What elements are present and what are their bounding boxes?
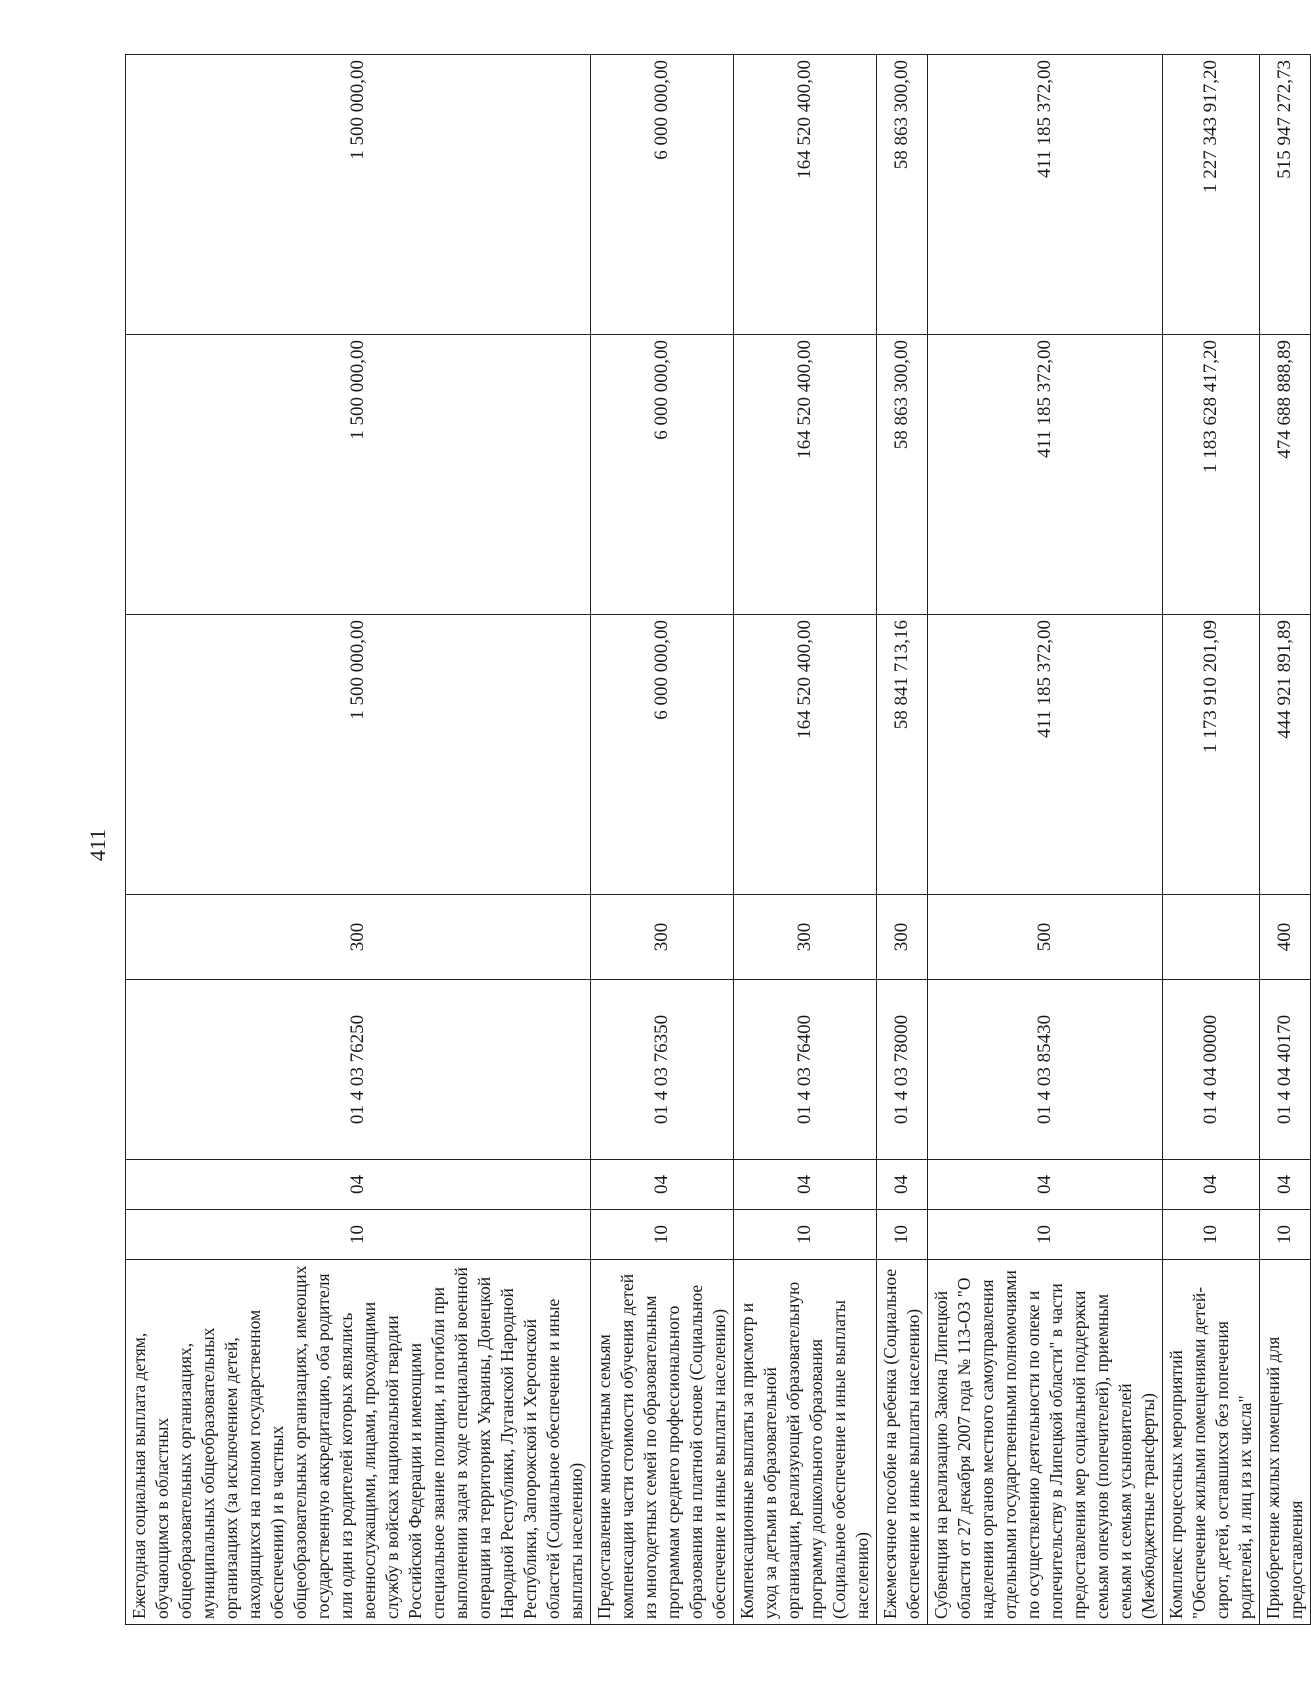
row-subsection: 04 — [1163, 1160, 1260, 1210]
row-expense-type — [1163, 895, 1260, 980]
row-amount-3: 1 500 000,00 — [126, 55, 591, 335]
table-row — [591, 55, 734, 1625]
row-target-article: 01 4 04 00000 — [1163, 980, 1260, 1160]
row-subsection: 04 — [877, 1160, 928, 1210]
row-description: Предоставление многодетным семьям компенсации части стоимости обучения детей из многодетных семей по образовательным программам среднего профессионального образования на платной основе (Социальное обеспечение и иные выплаты населению) — [591, 1260, 734, 1625]
row-description: Компенсационные выплаты за присмотр и уход за детьми в образовательной организации, реализующей образовательную программу дошкольного образования (Социальное обеспечение и иные выплаты населению) — [734, 1260, 877, 1625]
row-amount-2: 411 185 372,00 — [928, 335, 1163, 615]
row-target-article: 01 4 03 76350 — [591, 980, 734, 1160]
row-expense-type: 400 — [1260, 895, 1311, 980]
row-target-article: 01 4 04 40170 — [1260, 980, 1311, 1160]
table-row — [1163, 55, 1260, 1625]
row-subsection: 04 — [591, 1160, 734, 1210]
row-expense-type: 300 — [591, 895, 734, 980]
row-section: 10 — [1260, 1210, 1311, 1260]
row-description: Ежемесячное пособие на ребенка (Социальное обеспечение и иные выплаты населению) — [877, 1260, 928, 1625]
row-target-article: 01 4 03 78000 — [877, 980, 928, 1160]
rotated-table-container — [125, 55, 1306, 1625]
row-section: 10 — [126, 1210, 591, 1260]
row-amount-3: 58 863 300,00 — [877, 55, 928, 335]
row-amount-3: 411 185 372,00 — [928, 55, 1163, 335]
row-section: 10 — [1163, 1210, 1260, 1260]
row-amount-1: 164 520 400,00 — [734, 615, 877, 895]
row-amount-1: 58 841 713,16 — [877, 615, 928, 895]
row-amount-2: 6 000 000,00 — [591, 335, 734, 615]
row-section: 10 — [591, 1210, 734, 1260]
row-description: Комплекс процессных мероприятий "Обеспечение жилыми помещениями детей-сирот, детей, оставшихся без попечения родителей, и лиц из их числа" — [1163, 1260, 1260, 1625]
row-description: Субвенция на реализацию Закона Липецкой области от 27 декабря 2007 года № 113-ОЗ "О наделении органов местного самоуправления отдельными государственными полномочиями по осуществлению деятельности по опеке и попечительству в Липецкой области" в части предоставления мер социальной поддержки семьям опекунов (попечителей), приемным семьям и семьям усыновителей (Межбюджетные трансферты) — [928, 1260, 1163, 1625]
row-amount-2: 474 688 888,89 — [1260, 335, 1311, 615]
row-amount-1: 1 173 910 201,09 — [1163, 615, 1260, 895]
table-row — [1260, 55, 1311, 1625]
row-expense-type: 500 — [928, 895, 1163, 980]
row-subsection: 04 — [1260, 1160, 1311, 1210]
row-subsection: 04 — [734, 1160, 877, 1210]
row-section: 10 — [928, 1210, 1163, 1260]
row-description: Приобретение жилых помещений для предоставления — [1260, 1260, 1311, 1625]
row-section: 10 — [734, 1210, 877, 1260]
row-expense-type: 300 — [877, 895, 928, 980]
row-amount-1: 444 921 891,89 — [1260, 615, 1311, 895]
row-subsection: 04 — [928, 1160, 1163, 1210]
page-number: 411 — [85, 828, 110, 862]
table-row — [877, 55, 928, 1625]
row-amount-3: 515 947 272,73 — [1260, 55, 1311, 335]
table-row — [126, 55, 591, 1625]
row-expense-type: 300 — [126, 895, 591, 980]
row-amount-2: 1 500 000,00 — [126, 335, 591, 615]
table-row — [928, 55, 1163, 1625]
budget-table — [125, 54, 1311, 1625]
row-target-article: 01 4 03 76250 — [126, 980, 591, 1160]
table-row — [734, 55, 877, 1625]
row-subsection: 04 — [126, 1160, 591, 1210]
row-amount-1: 1 500 000,00 — [126, 615, 591, 895]
row-section: 10 — [877, 1210, 928, 1260]
row-amount-2: 164 520 400,00 — [734, 335, 877, 615]
row-amount-1: 411 185 372,00 — [928, 615, 1163, 895]
row-amount-3: 164 520 400,00 — [734, 55, 877, 335]
row-amount-3: 6 000 000,00 — [591, 55, 734, 335]
row-amount-3: 1 227 343 917,20 — [1163, 55, 1260, 335]
row-target-article: 01 4 03 85430 — [928, 980, 1163, 1160]
row-target-article: 01 4 03 76400 — [734, 980, 877, 1160]
row-amount-2: 58 863 300,00 — [877, 335, 928, 615]
row-description: Ежегодная социальная выплата детям, обучающимся в областных общеобразовательных организациях, муниципальных общеобразовательных организациях (за исключением детей, находящихся на полном государственном обеспечении) и в частных общеобразовательных организациях, имеющих государственную аккредитацию, оба родителя или один из родителей которых являлись военнослужащими, лицами, проходящими службу в войсках национальной гвардии Российской Федерации и имеющими специальное звание полиции, и погибли при выполнении задач в ходе специальной военной операции на территориях Украины, Донецкой Народной Республики, Луганской Народной Республики, Запорожской и Херсонской областей (Социальное обеспечение и иные выплаты населению) — [126, 1260, 591, 1625]
row-amount-1: 6 000 000,00 — [591, 615, 734, 895]
row-expense-type: 300 — [734, 895, 877, 980]
row-amount-2: 1 183 628 417,20 — [1163, 335, 1260, 615]
